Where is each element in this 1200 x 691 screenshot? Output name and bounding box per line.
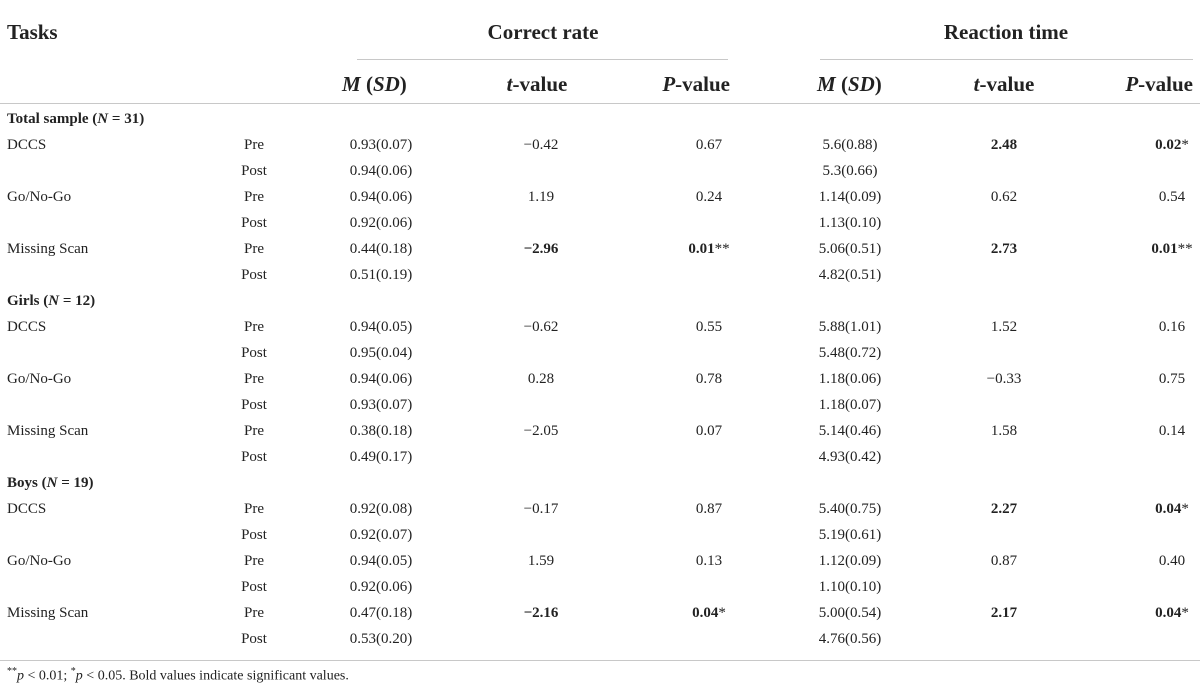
rt-p-value-star: * [1181,137,1189,153]
subheader-rt-t [974,72,1035,97]
cr-p-value-value: 0.78 [695,371,723,387]
cr-m-sd: 0.51(0.19) [349,267,413,283]
task-name: DCCS [7,137,47,153]
condition: Post [241,215,267,231]
cr-m-sd: 0.94(0.05) [349,553,413,569]
p-symbol: P [1125,72,1139,96]
task-name: Go/No-Go [7,553,72,569]
rt-m-sd: 5.14(0.46) [818,423,882,439]
section-title [7,475,93,492]
cr-m-sd: 0.47(0.18) [349,605,413,621]
cr-m-sd: 0.94(0.06) [349,163,413,179]
subheader-rt-m-sd: M (SD) [817,72,882,96]
rt-m-sd: 5.40(0.75) [818,501,882,517]
condition: Pre [244,501,264,517]
rt-m-sd: 1.14(0.09) [818,189,882,205]
condition: Pre [244,605,264,621]
rt-m-sd: 5.3(0.66) [822,163,878,179]
cr-p-value-value: 0.67 [695,137,723,153]
cr-p-value-value: 0.24 [695,189,723,205]
condition: Post [241,631,267,647]
header-correct-rate: Correct rate [487,20,599,44]
task-name: Missing Scan [7,605,89,621]
rt-p-value-value: 0.04 [1155,501,1182,517]
condition: Post [241,527,267,543]
task-name: DCCS [7,501,47,517]
p-symbol: P [662,72,676,96]
section-title-pre: Girls ( [7,293,49,309]
condition: Post [241,163,267,179]
cr-m-sd: 0.49(0.17) [349,449,413,465]
rt-t-value: 2.48 [990,137,1018,153]
section-title-pre: Boys ( [7,475,47,491]
rt-m-sd: 4.82(0.51) [818,267,882,283]
task-name: Missing Scan [7,423,89,439]
cr-p-value [696,501,722,518]
header-reaction-time: Reaction time [943,20,1069,44]
rt-p-value-value: 0.01 [1151,241,1178,257]
cr-t-value: −2.16 [523,605,559,621]
rt-p-value-value: 0.40 [1158,553,1186,569]
footnote [7,666,349,685]
cr-t-value: −0.17 [523,501,559,517]
rt-m-sd: 5.00(0.54) [818,605,882,621]
rt-t-value: 1.58 [990,423,1018,439]
rt-m-sd: 1.10(0.10) [818,579,882,595]
rt-m-sd: 5.48(0.72) [818,345,882,361]
rt-m-sd: 5.6(0.88) [822,137,878,153]
cr-p-value [696,137,722,154]
cr-p-value-value: 0.04 [692,605,719,621]
condition: Pre [244,319,264,335]
cr-p-value [696,553,722,570]
cr-m-sd: 0.94(0.05) [349,319,413,335]
cr-t-value: −2.05 [523,423,559,439]
section-title-post: = 31) [108,111,145,127]
condition: Post [241,267,267,283]
cr-p-value [688,241,729,258]
cr-p-value [692,605,726,622]
cr-t-value: −0.42 [523,137,559,153]
rt-p-value-star: * [1181,501,1189,517]
condition: Post [241,449,267,465]
subheader-cr-p [662,72,730,97]
t-symbol: t [973,72,980,96]
cr-p-value-value: 0.13 [695,553,723,569]
rt-p-value [1155,605,1189,622]
m-symbol: M [817,72,836,96]
rt-t-value: 2.73 [990,241,1018,257]
condition: Pre [244,371,264,387]
rt-p-value [1159,371,1185,388]
header-tasks: Tasks [7,20,58,44]
cr-t-value: 1.59 [527,553,555,569]
subheader-cr-t [507,72,568,97]
sd-symbol: SD [847,72,875,96]
condition: Post [241,397,267,413]
cr-p-value-value: 0.87 [695,501,723,517]
cr-m-sd: 0.94(0.06) [349,371,413,387]
sd-symbol: SD [372,72,400,96]
section-title [7,111,144,128]
rt-p-value-star: * [1181,605,1189,621]
rt-m-sd: 5.06(0.51) [818,241,882,257]
value-suffix: -value [512,72,568,96]
rt-t-value: −0.33 [986,371,1022,387]
cr-m-sd: 0.44(0.18) [349,241,413,257]
cr-m-sd: 0.92(0.08) [349,501,413,517]
t-symbol: t [506,72,513,96]
rt-p-value-value: 0.04 [1155,605,1182,621]
rt-m-sd: 1.12(0.09) [818,553,882,569]
rt-p-value [1159,319,1185,336]
cr-p-value-value: 0.55 [695,319,723,335]
value-suffix: -value [675,72,730,96]
rt-m-sd: 5.88(1.01) [818,319,882,335]
footnote-sym1: ** [7,666,17,677]
cr-m-sd: 0.93(0.07) [349,137,413,153]
condition: Pre [244,189,264,205]
rt-t-value: 0.62 [990,189,1018,205]
section-title-n: N [48,293,60,309]
value-suffix: -value [1138,72,1193,96]
rt-p-value-value: 0.14 [1158,423,1186,439]
footnote-p2: p [75,668,83,684]
cr-p-value-value: 0.01 [688,241,715,257]
cr-p-value [696,189,722,206]
condition: Post [241,345,267,361]
cr-p-value [696,371,722,388]
cr-m-sd: 0.92(0.06) [349,215,413,231]
section-title-n: N [46,475,58,491]
section-title [7,293,95,310]
group2-underline [820,59,1193,60]
rt-p-value [1155,137,1189,154]
cr-t-value: −2.96 [523,241,559,257]
footnote-text2: < 0.05. Bold values indicate significant values. [82,668,349,684]
rt-m-sd: 4.93(0.42) [818,449,882,465]
rt-p-value-star: ** [1177,241,1193,257]
subheader-cr-m-sd: M (SD) [342,72,407,96]
rt-p-value-value: 0.54 [1158,189,1186,205]
rt-m-sd: 4.76(0.56) [818,631,882,647]
bottom-rule [0,660,1200,661]
cr-m-sd: 0.38(0.18) [349,423,413,439]
task-name: DCCS [7,319,47,335]
value-suffix: -value [979,72,1035,96]
subheader-rt-p [1125,72,1193,97]
cr-p-value-value: 0.07 [695,423,723,439]
rt-p-value [1159,423,1185,440]
cr-t-value: 1.19 [527,189,555,205]
condition: Pre [244,137,264,153]
cr-p-value-star: ** [714,241,730,257]
section-title-n: N [97,111,109,127]
rt-m-sd: 1.18(0.07) [818,397,882,413]
rt-p-value [1159,553,1185,570]
rt-t-value: 0.87 [990,553,1018,569]
rt-p-value-value: 0.75 [1158,371,1186,387]
rt-m-sd: 1.13(0.10) [818,215,882,231]
rt-m-sd: 5.19(0.61) [818,527,882,543]
cr-m-sd: 0.93(0.07) [349,397,413,413]
footnote-text1: < 0.01; [24,668,71,684]
header-rule [0,103,1200,104]
cr-m-sd: 0.92(0.07) [349,527,413,543]
cr-p-value [696,319,722,336]
section-title-pre: Total sample ( [7,111,98,127]
condition: Pre [244,553,264,569]
cr-m-sd: 0.94(0.06) [349,189,413,205]
condition: Post [241,579,267,595]
cr-m-sd: 0.95(0.04) [349,345,413,361]
task-name: Go/No-Go [7,371,72,387]
m-symbol: M [342,72,361,96]
section-title-post: = 19) [57,475,94,491]
rt-p-value-value: 0.16 [1158,319,1186,335]
cr-p-value-star: * [718,605,726,621]
rt-p-value [1159,189,1185,206]
rt-t-value: 2.27 [990,501,1018,517]
rt-t-value: 1.52 [990,319,1018,335]
rt-m-sd: 1.18(0.06) [818,371,882,387]
task-name: Go/No-Go [7,189,72,205]
group1-underline [357,59,728,60]
cr-m-sd: 0.53(0.20) [349,631,413,647]
rt-p-value-value: 0.02 [1155,137,1182,153]
footnote-sym2: * [70,666,76,677]
cr-p-value [696,423,722,440]
section-title-post: = 12) [59,293,96,309]
rt-t-value: 2.17 [990,605,1018,621]
cr-t-value: 0.28 [527,371,555,387]
condition: Pre [244,241,264,257]
rt-p-value [1155,501,1189,518]
cr-m-sd: 0.92(0.06) [349,579,413,595]
task-name: Missing Scan [7,241,89,257]
rt-p-value [1151,241,1192,258]
footnote-p1: p [17,668,24,684]
cr-t-value: −0.62 [523,319,559,335]
condition: Pre [244,423,264,439]
